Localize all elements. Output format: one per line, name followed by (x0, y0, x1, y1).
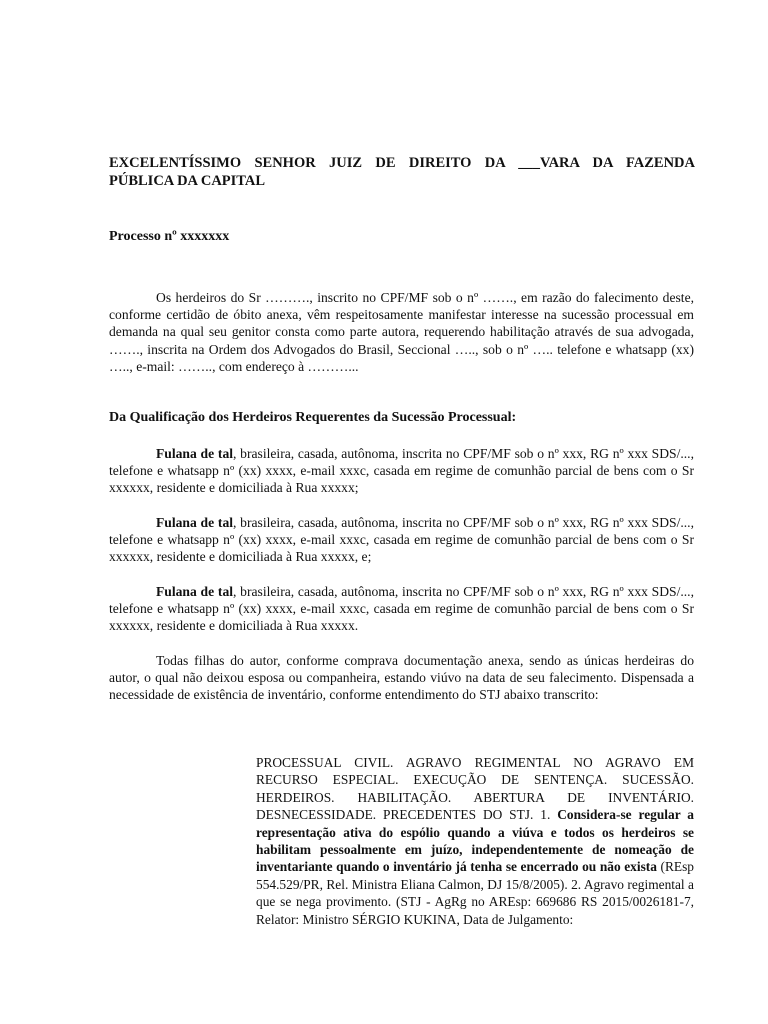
jurisprudence-quote (256, 754, 694, 928)
intro-paragraph (109, 289, 694, 375)
intro-paragraph-text: Os herdeiros do Sr ………., inscrito no CPF/MF sob o nº ……., em razão do falecimento deste, conforme certidão de óbito anexa, vêm respeitosamente manifestar interesse na sucessão processual em demanda na qual seu genitor consta como parte autora, requerendo habilitação através de sua advogada, ……., inscrita na Ordem dos Advogados do Brasil, Seccional ….., sob o nº ….. telefone e whatsapp (xx) ….., e-mail: …….., com endereço à ………... (109, 290, 694, 374)
heir-1-name: Fulana de tal (156, 446, 234, 461)
heir-paragraph-1 (109, 445, 694, 497)
quote-bold-text: Considera-se regular a representação ativa do espólio quando a viúva e todos os herdeiros se habilitam pessoalmente em juízo, independentemente de nomeação de inventariante quando o inventário já tenha se encerrado ou não exista (256, 807, 695, 875)
section-title: Da Qualificação dos Herdeiros Requerentes da Sucessão Processual: (109, 410, 517, 425)
heir-3-name: Fulana de tal (156, 584, 234, 599)
heir-paragraph-2 (109, 514, 694, 566)
final-paragraph-text: Todas filhas do autor, conforme comprava documentação anexa, sendo as únicas herdeiras do autor, o qual não deixou esposa ou companheira, estando viúvo na data de seu falecimento. Dispensada a necessidade de existência de inventário, conforme entendimento do STJ abaixo transcrito: (109, 653, 694, 703)
heir-paragraph-3 (109, 583, 694, 635)
addressee-line-1: EXCELENTÍSSIMO SENHOR JUIZ DE DIREITO DA ___VARA DA FAZENDA (109, 155, 695, 171)
quote-text-part-1: PROCESSUAL CIVIL. AGRAVO REGIMENTAL NO AGRAVO EM RECURSO ESPECIAL. EXECUÇÃO DE SENTENÇA. SUCESSÃO. HERDEIROS. HABILITAÇÃO. ABERTURA DE INVENTÁRIO. DESNECESSIDADE. PRECEDENTES DO STJ. 1. (256, 755, 694, 823)
quote-text-part-2: (REsp 554.529/PR, Rel. Ministra Eliana Calmon, DJ 15/8/2005). 2. Agravo regimental a que se nega provimento. (STJ - AgRg no AREsp: 669686 RS 2015/0026181-7, Relator: Ministro SÉRGIO KUKINA, Data de Julgamento: (256, 859, 694, 927)
heir-2-name: Fulana de tal (156, 515, 234, 530)
heir-2-details: , brasileira, casada, autônoma, inscrita no CPF/MF sob o nº xxx, RG nº xxx SDS/..., telefone e whatsapp nº (xx) xxxx, e-mail xxxc, casada em regime de comunhão parcial de bens com o Sr xxxxxx, residente e domiciliada à Rua xxxxx, e; (109, 515, 694, 565)
addressee-line-2: PÚBLICA DA CAPITAL (109, 173, 266, 189)
process-number: Processo nº xxxxxxx (109, 229, 230, 244)
addressee-heading (109, 154, 695, 190)
heir-3-details: , brasileira, casada, autônoma, inscrita no CPF/MF sob o nº xxx, RG nº xxx SDS/..., telefone e whatsapp nº (xx) xxxx, e-mail xxxc, casada em regime de comunhão parcial de bens com o Sr xxxxxx, residente e domiciliada à Rua xxxxx. (109, 584, 694, 634)
final-paragraph (109, 652, 694, 704)
heir-1-details: , brasileira, casada, autônoma, inscrita no CPF/MF sob o nº xxx, RG nº xxx SDS/..., telefone e whatsapp nº (xx) xxxx, e-mail xxxc, casada em regime de comunhão parcial de bens com o Sr xxxxxx, residente e domiciliada à Rua xxxxx; (109, 446, 694, 496)
